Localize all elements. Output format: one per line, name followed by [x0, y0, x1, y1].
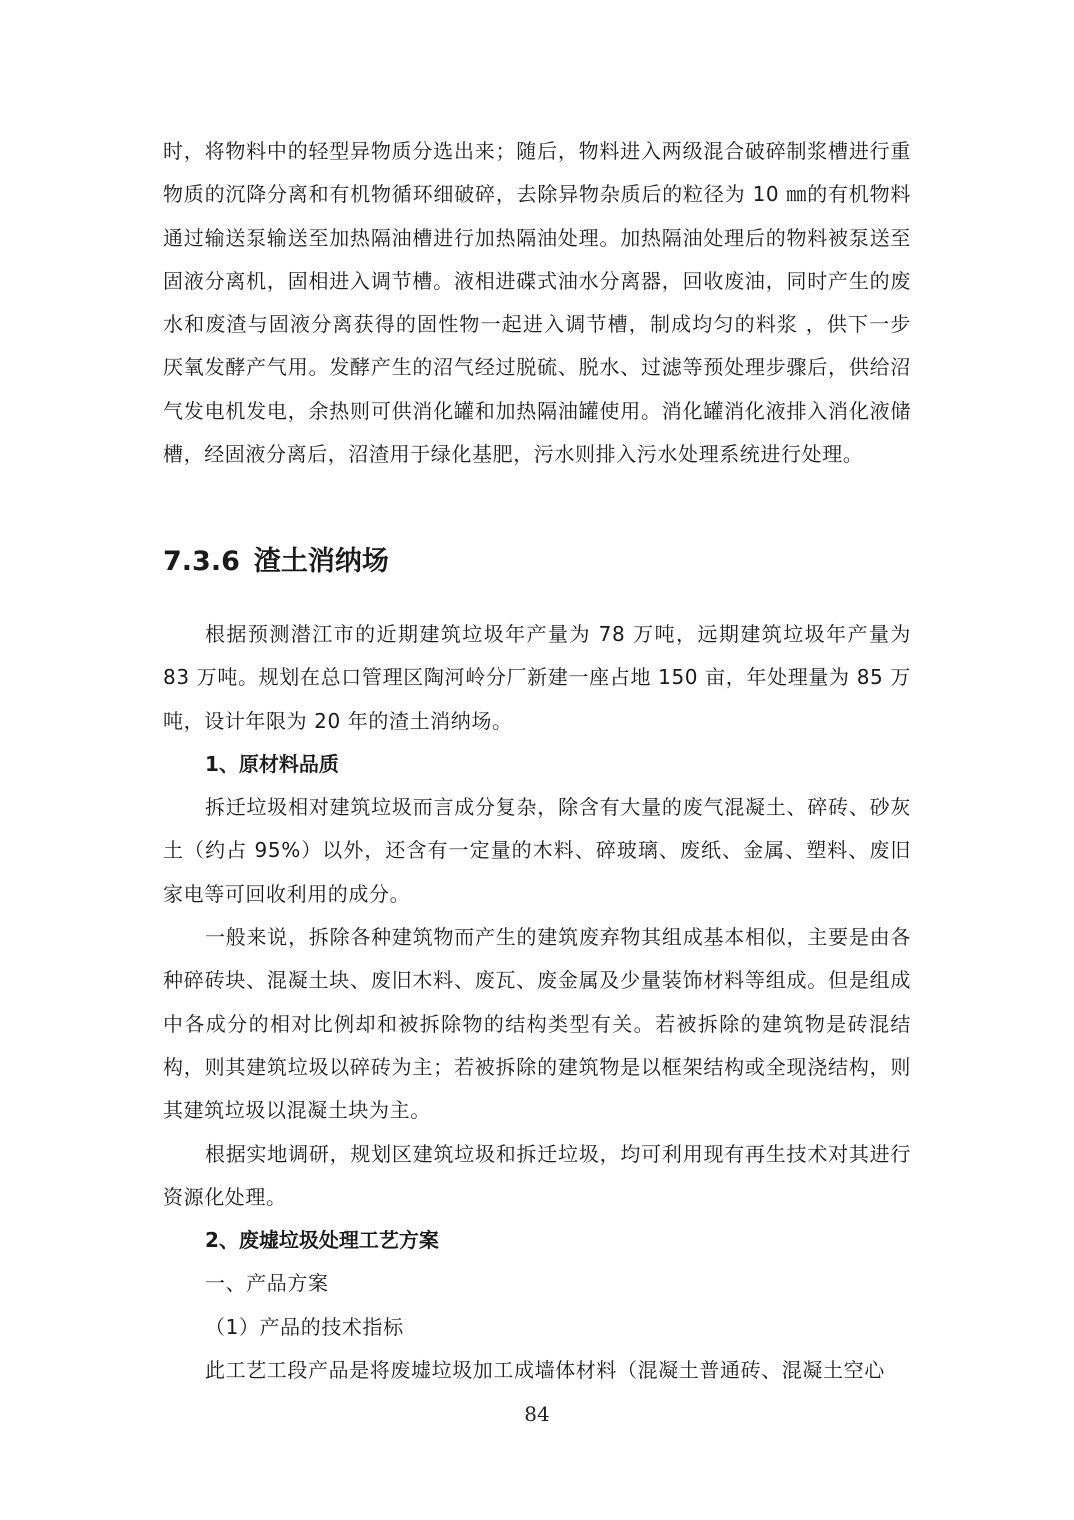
paragraph-composition: 一般来说，拆除各种建筑物而产生的建筑废弃物其组成基本相似，主要是由各种碎砖块、混凝土块、废旧木料、废瓦、废金属及少量装饰材料等组成。但是组成中各成分的相对比例却和被拆除物的结构类型有关。若被拆除的建筑物是砖混结构，则其建筑垃圾以碎砖为主；若被拆除的建筑物是以框架结构或全现浇结构，则其建筑垃圾以混凝土块为主。	[163, 925, 911, 1123]
subheading-raw-material: 1、原材料品质	[205, 751, 339, 776]
list-item-technical-spec: （1）产品的技术指标	[205, 1314, 404, 1339]
paragraph-product: 此工艺工段产品是将废墟垃圾加工成墙体材料（混凝土普通砖、混凝土空心	[205, 1358, 885, 1383]
section-title: 渣土消纳场	[253, 546, 389, 577]
subheading-process-plan: 2、废墟垃圾处理工艺方案	[205, 1228, 439, 1253]
section-body	[163, 613, 911, 1392]
continuation-paragraph: 时，将物料中的轻型异物质分选出来；随后，物料进入两级混合破碎制浆槽进行重物质的沉降分离和有机物循环细破碎，去除异物杂质后的粒径为 10 ㎜的有机物料通过输送泵输送至加热隔油槽进行加热隔油处理。加热隔油处理后的物料被泵送至固液分离机，固相进入调节槽。液相进碟式油水分离器，回收废油，同时产生的废水和废渣与固液分离获得的固性物一起进入调节槽，制成均匀的料浆 ，供下一步厌氧发酵产气用。发酵产生的沼气经过脱硫、脱水、过滤等预处理步骤后，供给沼气发电机发电，余热则可供消化罐和加热隔油罐使用。消化罐消化液排入消化液储槽，经固液分离后，沼渣用于绿化基肥，污水则排入污水处理系统进行处理。	[163, 139, 911, 467]
paragraph-demolition-waste: 拆迁垃圾相对建筑垃圾而言成分复杂，除含有大量的废气混凝土、碎砖、砂灰土（约占 95%）以外，还含有一定量的木料、碎玻璃、废纸、金属、塑料、废旧家电等可回收利用的成分。	[163, 795, 911, 906]
intro-paragraph: 根据预测潜江市的近期建筑垃圾年产量为 78 万吨，远期建筑垃圾年产量为 83 万吨。规划在总口管理区陶河岭分厂新建一座占地 150 亩，年处理量为 85 万吨，设计年限为 20 年的渣土消纳场。	[163, 622, 911, 733]
paragraph-survey: 根据实地调研，规划区建筑垃圾和拆迁垃圾，均可利用现有再生技术对其进行资源化处理。	[163, 1141, 911, 1209]
section-number: 7.3.6	[163, 546, 240, 577]
list-item-product-plan: 一、产品方案	[205, 1271, 329, 1296]
section-heading	[163, 540, 389, 584]
page-number: 84	[524, 1402, 550, 1426]
